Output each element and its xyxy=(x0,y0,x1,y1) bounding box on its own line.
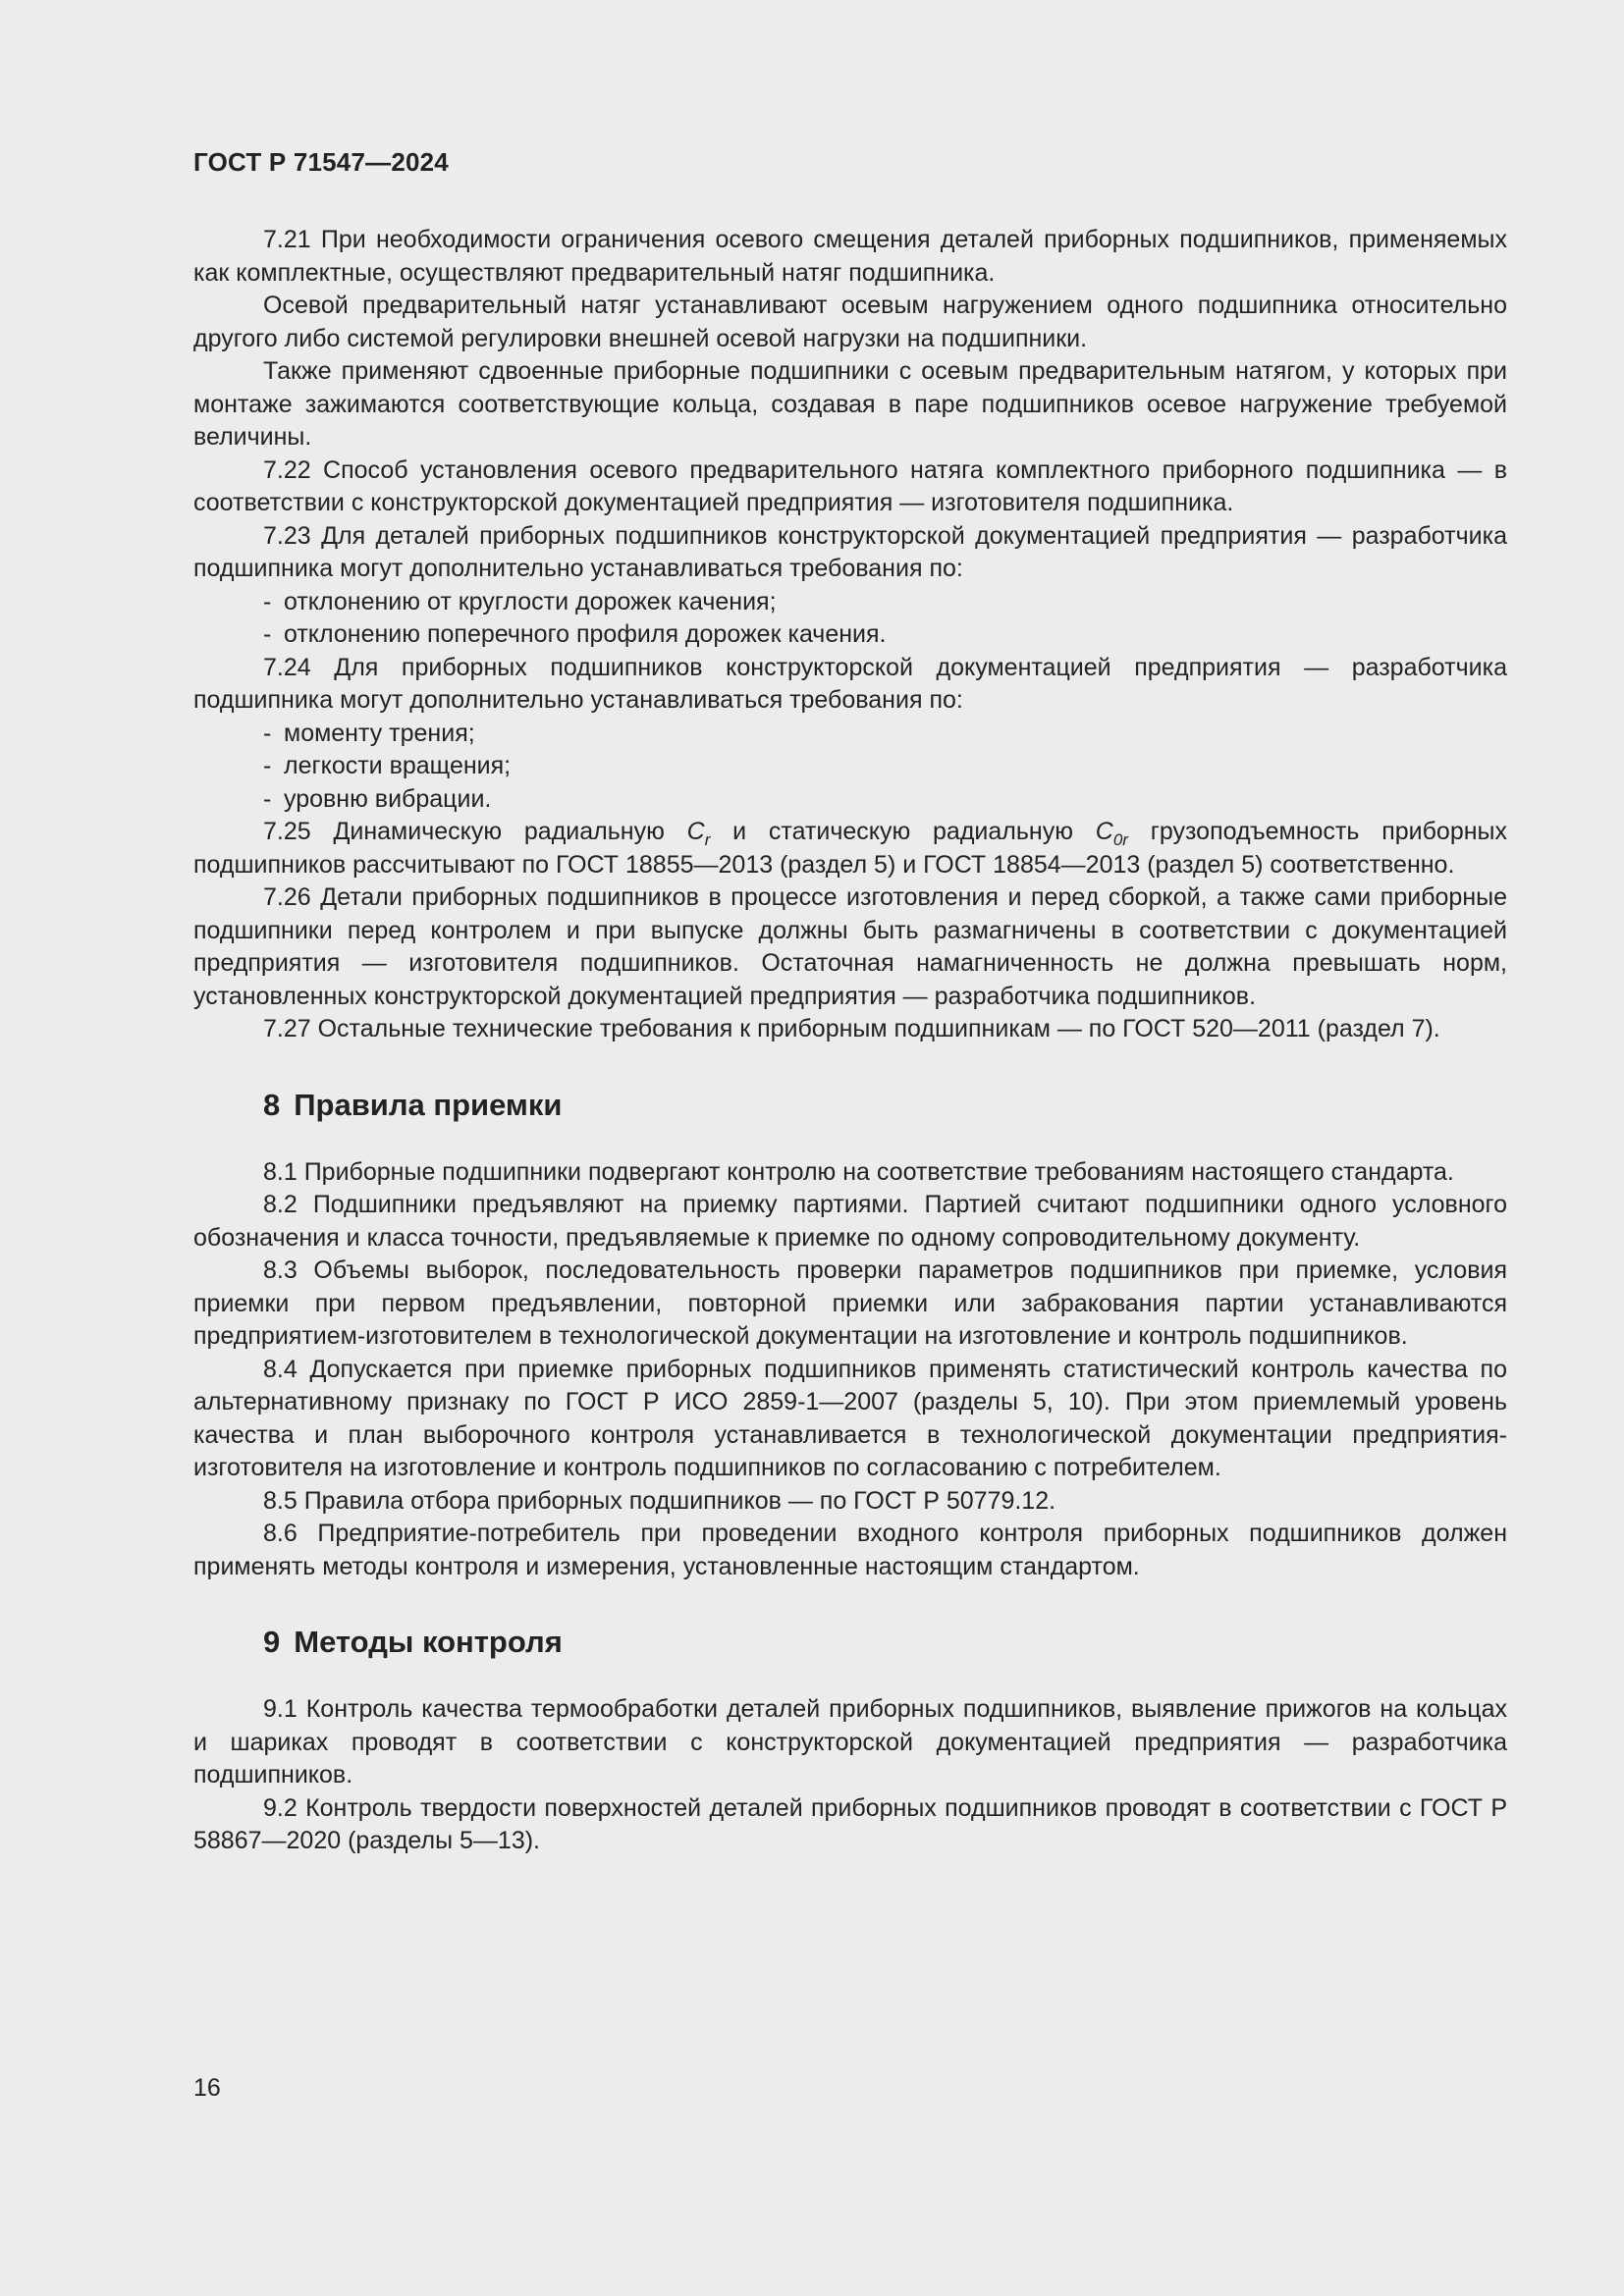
paragraph-7-21-paired-bearings: Также применяют сдвоенные приборные подшипники с осевым предварительным натягом, у которых при монтаже зажимаются соответствующие кольца, создавая в паре подшипников осевое нагружение требуемой величины. xyxy=(193,357,1507,451)
document-body xyxy=(193,224,1507,1858)
list-item-text: легкости вращения; xyxy=(284,752,512,779)
list-dash: - xyxy=(263,620,272,648)
list-item-text: моменту трения; xyxy=(284,719,475,747)
section-heading-8 xyxy=(193,1086,1507,1125)
paragraph-7-21: 7.21 При необходимости ограничения осевого смещения деталей приборных подшипников, применяемых как комплектные, осуществляют предварительный натяг подшипника. xyxy=(193,226,1507,287)
paragraph-9-1: 9.1 Контроль качества термообработки деталей приборных подшипников, выявление прижогов на кольцах и шариках проводят в соответствии с конструкторской документацией предприятия — разработчика подшипников. xyxy=(193,1695,1507,1789)
paragraph-7-22: 7.22 Способ установления осевого предварительного натяга комплектного приборного подшипника — в соответствии с конструкторской документацией предприятия — изготовителя подшипника. xyxy=(193,455,1507,516)
paragraph-8-1: 8.1 Приборные подшипники подвергают контролю на соответствие требованиям настоящего стандарта. xyxy=(263,1157,1454,1186)
document-header: ГОСТ Р 71547—2024 xyxy=(193,147,449,177)
section-title: Правила приемки xyxy=(294,1087,563,1122)
list-item xyxy=(193,750,1507,783)
list-item xyxy=(193,718,1507,751)
section-number: 9 xyxy=(263,1625,281,1659)
symbol-cr-subscript: r xyxy=(704,830,711,849)
symbol-c0r-subscript: 0r xyxy=(1112,830,1128,849)
paragraph-9-2: 9.2 Контроль твердости поверхностей деталей приборных подшипников проводят в соответствии с ГОСТ Р 58867—2020 (разделы 5—13). xyxy=(193,1793,1507,1854)
paragraph-8-5: 8.5 Правила отбора приборных подшипников — по ГОСТ Р 50779.12. xyxy=(263,1486,1056,1515)
list-dash: - xyxy=(263,752,272,779)
symbol-c0r xyxy=(1095,818,1128,849)
paragraph-8-2: 8.2 Подшипники предъявляют на приемку партиями. Партией считают подшипники одного условного обозначения и класса точности, предъявляемые к приемке по одному сопроводительному документу. xyxy=(193,1191,1507,1252)
list-item-text: уровню вибрации. xyxy=(284,784,492,813)
section-heading-9 xyxy=(193,1623,1507,1662)
paragraph-8-3: 8.3 Объемы выборок, последовательность проверки параметров подшипников при приемке, условия приемки при первом предъявлении, повторной приемки или забракования партии устанавливаются предприятием-изготовителем в технологической документации на изготовление и контроль подшипников. xyxy=(193,1256,1507,1350)
paragraph-7-24: 7.24 Для приборных подшипников конструкторской документацией предприятия — разработчика подшипника могут дополнительно устанавливаться требования по: xyxy=(193,653,1507,714)
list-item xyxy=(193,783,1507,817)
section-title: Методы контроля xyxy=(294,1625,563,1659)
page-number: 16 xyxy=(193,2074,221,2102)
symbol-cr xyxy=(686,818,711,849)
symbol-c0r-letter: C xyxy=(1095,818,1113,845)
paragraph-7-26: 7.26 Детали приборных подшипников в процессе изготовления и перед сборкой, а также сами приборные подшипники перед контролем и при выпуске должны быть размагничены в соответствии с документацией предприятия — изготовителя подшипников. Остаточная намагниченность не должна превышать норм, установленных конструкторской документацией предприятия — разработчика подшипников. xyxy=(193,883,1507,1010)
list-item xyxy=(193,586,1507,619)
paragraph-7-25-text-a: 7.25 Динамическую радиальную xyxy=(263,818,687,845)
paragraph-7-25 xyxy=(193,816,1507,881)
paragraph-7-25-text-b: и статическую радиальную xyxy=(710,818,1096,845)
paragraph-7-25-text-c: грузоподъемность приборных подшипников рассчитывают по ГОСТ 18855—2013 (раздел 5) и ГОСТ 18854—2013 (раздел 5) соответственно. xyxy=(193,818,1507,879)
section-number: 8 xyxy=(263,1087,281,1122)
symbol-cr-letter: C xyxy=(686,818,705,845)
list-dash: - xyxy=(263,587,272,615)
list-dash: - xyxy=(263,784,272,813)
list-item-text: отклонению поперечного профиля дорожек качения. xyxy=(284,620,887,648)
paragraph-7-21-axial-preload: Осевой предварительный натяг устанавливают осевым нагружением одного подшипника относительно другого либо системой регулировки внешней осевой нагрузки на подшипники. xyxy=(193,292,1507,352)
paragraph-8-4: 8.4 Допускается при приемке приборных подшипников применять статистический контроль качества по альтернативному признаку по ГОСТ Р ИСО 2859-1—2007 (разделы 5, 10). При этом приемлемый уровень качества и план выборочного контроля устанавливается в технологической документации предприятия-изготовителя на изготовление и контроль подшипников по согласованию с потребителем. xyxy=(193,1355,1507,1481)
paragraph-8-6: 8.6 Предприятие-потребитель при проведении входного контроля приборных подшипников должен применять методы контроля и измерения, установленные настоящим стандартом. xyxy=(193,1520,1507,1580)
list-item xyxy=(193,618,1507,652)
paragraph-7-23: 7.23 Для деталей приборных подшипников конструкторской документацией предприятия — разработчика подшипника могут дополнительно устанавливаться требования по: xyxy=(193,521,1507,582)
list-dash: - xyxy=(263,719,272,747)
list-item-text: отклонению от круглости дорожек качения; xyxy=(284,587,777,615)
paragraph-7-27: 7.27 Остальные технические требования к приборным подшипникам — по ГОСТ 520—2011 (раздел 7). xyxy=(263,1015,1440,1042)
